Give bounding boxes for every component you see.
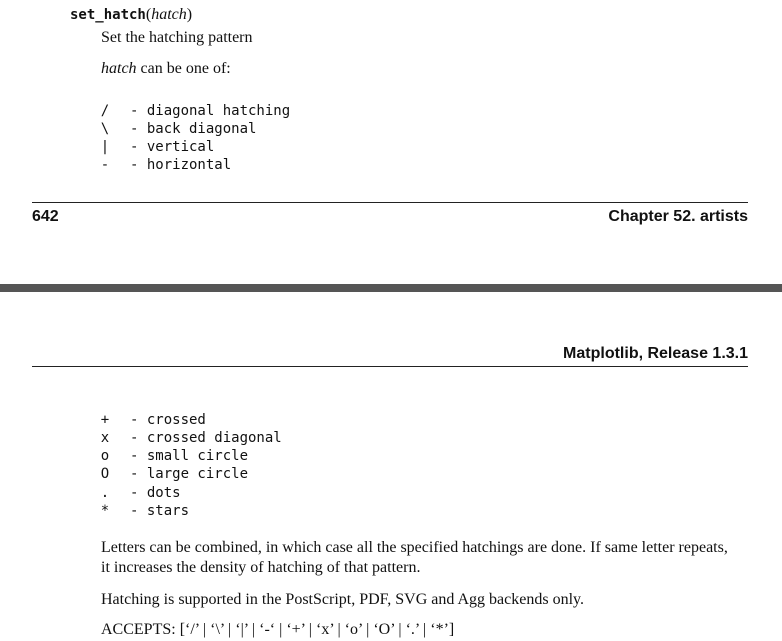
hatch-desc: - vertical [130,139,215,155]
hatch-desc: - crossed diagonal [130,430,282,446]
combine-paragraph-line2: it increases the density of hatching of that pattern. [101,559,421,576]
method-signature [70,6,192,24]
hatch-symbol: O [100,466,110,482]
hatch-desc: - horizontal [130,157,232,173]
page-break-bar [0,284,782,292]
header-rule [32,366,748,367]
hatch-symbol: . [100,485,110,501]
chapter-title: Chapter 52. artists [608,208,748,225]
close-paren: ) [186,6,193,23]
accepts-paragraph: ACCEPTS: [‘/’ | ‘\’ | ‘|’ | ‘-‘ | ‘+’ | ‘x’ | ‘o’ | ‘O’ | ‘.’ | ‘*’] [101,621,455,638]
method-description: Set the hatching pattern [101,29,253,46]
hatch-symbol: \ [100,121,110,137]
hatch-symbol: * [100,503,110,519]
hatch-symbol: x [100,430,110,446]
hatch-desc: - small circle [130,448,249,464]
method-param: hatch [151,6,187,23]
hatch-symbol: o [100,448,110,464]
hatch-desc: - large circle [130,466,249,482]
combine-paragraph-line1: Letters can be combined, in which case all the specified hatchings are done. If same letter repeats, [101,539,728,556]
open-paren: ( [145,6,152,23]
hatch-intro [101,58,231,80]
hatch-symbol: / [100,103,110,119]
hatch-symbol: + [100,412,110,428]
hatch-desc: - stars [130,503,190,519]
page-number: 642 [32,208,59,225]
hatch-symbol: - [100,157,110,173]
support-paragraph: Hatching is supported in the PostScript, PDF, SVG and Agg backends only. [101,591,584,608]
method-name: set_hatch [70,7,146,23]
hatch-desc: - diagonal hatching [130,103,291,119]
hatch-symbol: | [100,139,110,155]
hatch-desc: - crossed [130,412,206,428]
hatch-intro-text: can be one of: [136,60,231,77]
footer-rule [32,202,748,203]
running-header: Matplotlib, Release 1.3.1 [563,345,748,362]
hatch-desc: - dots [130,485,181,501]
hatch-intro-param: hatch [101,60,137,77]
hatch-desc: - back diagonal [130,121,257,137]
